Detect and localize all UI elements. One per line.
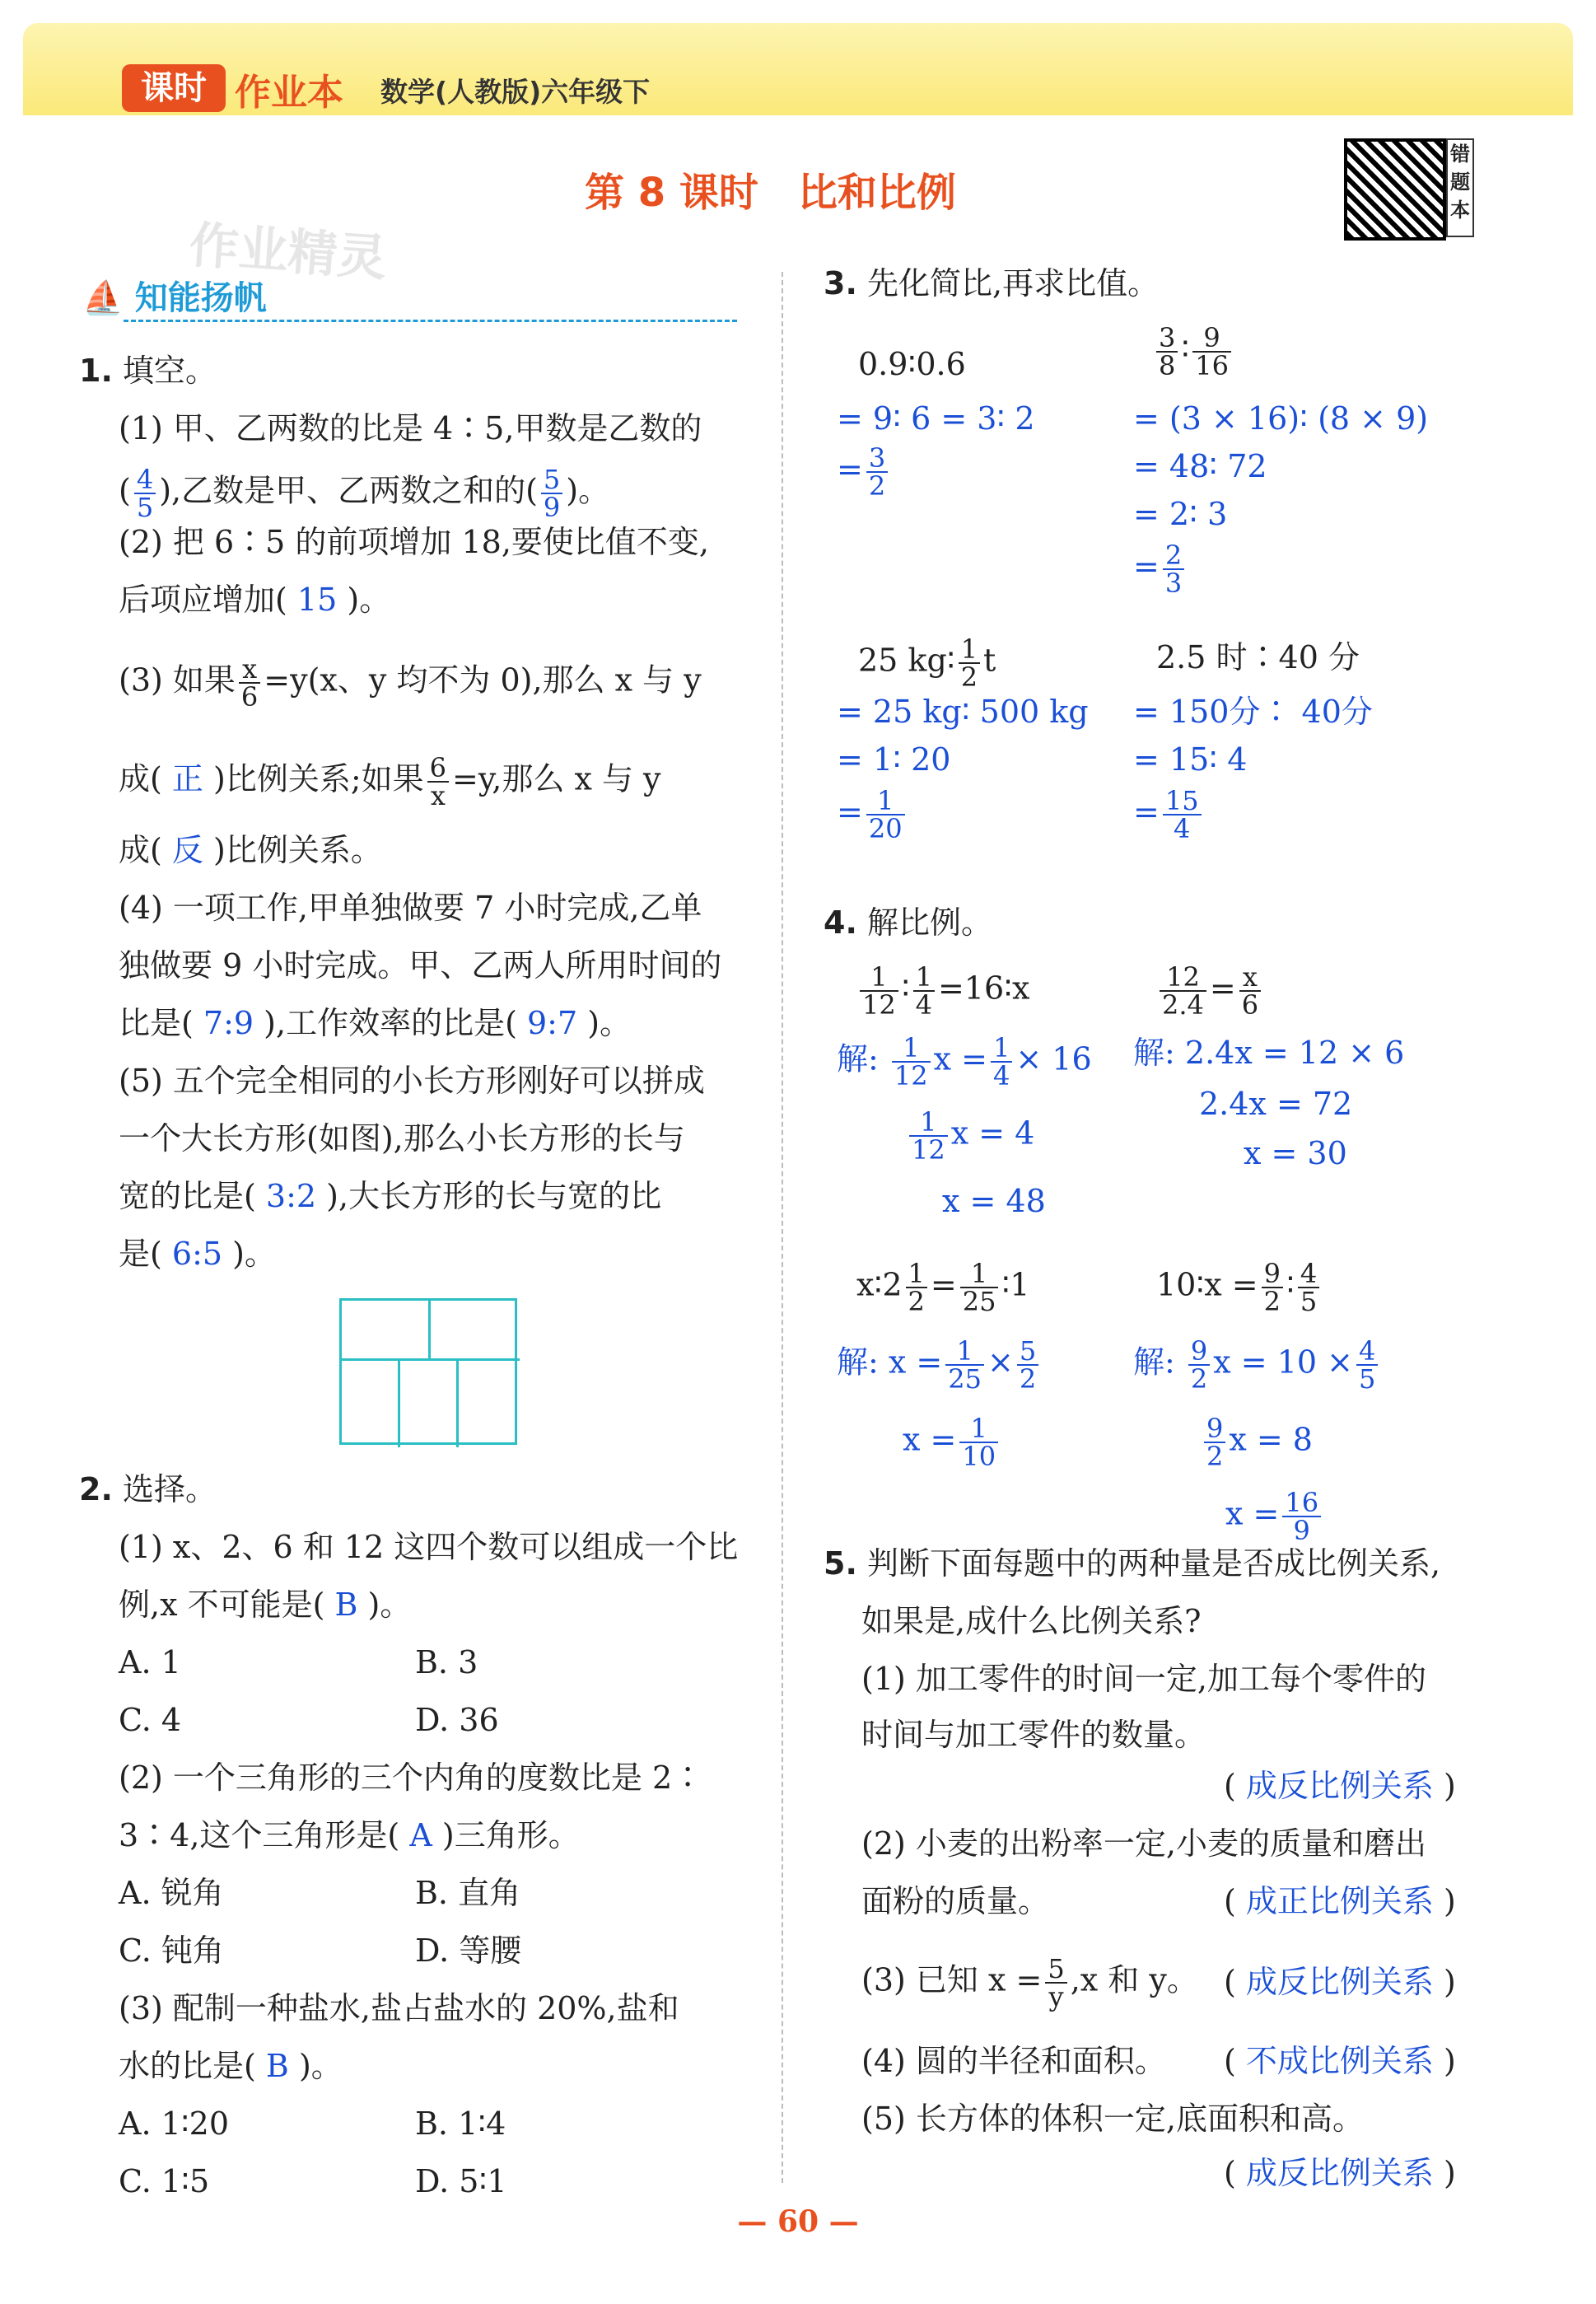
brand-logo: 课时 bbox=[122, 64, 226, 112]
q5-heading: 5. 判断下面每题中的两种量是否成比例关系, bbox=[824, 1545, 1441, 1582]
q2-heading: 2. 选择。 bbox=[79, 1471, 217, 1507]
q5-text: 面粉的质量。 bbox=[861, 1883, 1050, 1919]
q5-answer: ( 不成比例关系 ) bbox=[1224, 2043, 1456, 2079]
q4-step: 解: $\frac{1}{12}$ x = $\frac{1}{4}$ × 16 bbox=[837, 1032, 1092, 1091]
q5-text: (3) 已知 x = $\frac{5}{y}$ ,x 和 y。 bbox=[861, 1953, 1198, 2012]
q4-step: 解: x = $\frac{1}{25}$ × $\frac{5}{2}$ bbox=[837, 1338, 1042, 1392]
q3-step: = 15∶ 4 bbox=[1133, 741, 1248, 778]
q4-step: 解: $\frac{9}{2}$ x = 10 × $\frac{4}{5}$ bbox=[1133, 1338, 1381, 1392]
q4-step: x = $\frac{1}{10}$ bbox=[903, 1415, 1001, 1470]
q3-step: = (3 × 16)∶ (8 × 9) bbox=[1133, 400, 1429, 437]
q5-answer: ( 成反比例关系 ) bbox=[1224, 1768, 1456, 1804]
q2-option: C. 4 bbox=[119, 1702, 182, 1738]
q5-text: (1) 加工零件的时间一定,加工每个零件的 bbox=[861, 1661, 1426, 1697]
q4-problem: $\frac{1}{12}$ ∶ $\frac{1}{4}$ =16∶x bbox=[856, 964, 1029, 1018]
q2-option: D. 36 bbox=[415, 1702, 499, 1738]
q5-answer: ( 成反比例关系 ) bbox=[1224, 1964, 1456, 2000]
q2-option: A. 1∶20 bbox=[119, 2105, 230, 2142]
q4-step: $\frac{9}{2}$ x = 8 bbox=[1201, 1415, 1313, 1470]
q3-step: = $\frac{1}{20}$ bbox=[837, 787, 908, 842]
q3-step: = $\frac{15}{4}$ bbox=[1133, 787, 1205, 842]
subject-label: 数学(人教版)六年级下 bbox=[380, 76, 651, 108]
qr-code-icon[interactable] bbox=[1344, 138, 1446, 241]
column-divider bbox=[782, 272, 783, 2183]
q4-problem: $\frac{12}{2.4}$ = $\frac{x}{6}$ bbox=[1156, 964, 1264, 1018]
q5-text: (4) 圆的半径和面积。 bbox=[861, 2043, 1166, 2079]
q4-step: 解: 2.4x = 12 × 6 bbox=[1133, 1035, 1405, 1071]
q2-text: 3∶4,这个三角形是( A )三角形。 bbox=[119, 1817, 580, 1853]
q4-step: 2.4x = 72 bbox=[1199, 1086, 1353, 1122]
rectangle-figure bbox=[339, 1298, 517, 1445]
q4-problem: 10∶x = $\frac{9}{2}$ ∶ $\frac{4}{5}$ bbox=[1156, 1260, 1323, 1315]
q3-step: = 25 kg∶ 500 kg bbox=[837, 694, 1089, 730]
q5-answer: ( 成正比例关系 ) bbox=[1224, 1883, 1456, 1919]
q3-step: = 9∶ 6 = 3∶ 2 bbox=[837, 400, 1035, 437]
q1-text: (4) 一项工作,甲单独做要 7 小时完成,乙单 bbox=[119, 890, 702, 926]
q3-step: = 150分∶ 40分 bbox=[1133, 694, 1373, 730]
q1-text: 是( 6:5 )。 bbox=[119, 1236, 276, 1272]
q3-problem: 2.5 时∶40 分 bbox=[1156, 639, 1360, 675]
q1-text: 比是( 7:9 ),工作效率的比是( 9:7 )。 bbox=[119, 1005, 632, 1041]
q4-step: x = $\frac{16}{9}$ bbox=[1225, 1489, 1324, 1544]
q3-step: = $\frac{2}{3}$ bbox=[1133, 542, 1188, 596]
q4-heading: 4. 解比例。 bbox=[824, 904, 992, 941]
q3-step: = 48∶ 72 bbox=[1133, 448, 1267, 484]
q5-text: 如果是,成什么比例关系? bbox=[861, 1603, 1202, 1639]
q2-option: B. 3 bbox=[415, 1644, 478, 1680]
q2-text: 例,x 不可能是( B )。 bbox=[119, 1587, 412, 1623]
q5-text: 时间与加工零件的数量。 bbox=[861, 1717, 1206, 1753]
q1-text: (5) 五个完全相同的小长方形刚好可以拼成 bbox=[119, 1063, 705, 1099]
page-number: — 60 — bbox=[737, 2204, 859, 2239]
q4-problem: x∶2 $\frac{1}{2}$ = $\frac{1}{25}$ ∶1 bbox=[856, 1258, 1030, 1317]
q4-step: $\frac{1}{12}$ x = 4 bbox=[906, 1109, 1034, 1163]
q2-text: (3) 配制一种盐水,盐占盐水的 20%,盐和 bbox=[119, 1990, 679, 2026]
q3-step: = 2∶ 3 bbox=[1133, 496, 1228, 532]
sail-icon: ⛵ bbox=[82, 279, 124, 317]
q1-text: ( $\frac{4}{5}$ ),乙数是甲、乙两数之和的( $\frac{5}{9}$ )。 bbox=[119, 464, 610, 523]
q2-text: (1) x、2、6 和 12 这四个数可以组成一个比 bbox=[119, 1529, 739, 1565]
q2-option: C. 钝角 bbox=[119, 1932, 224, 1969]
q2-option: A. 锐角 bbox=[119, 1875, 224, 1911]
q2-option: D. 5∶1 bbox=[415, 2163, 507, 2199]
q3-step: = 1∶ 20 bbox=[837, 741, 951, 778]
qr-label: 错题本 bbox=[1446, 138, 1474, 237]
q5-text: (5) 长方体的体积一定,底面积和高。 bbox=[861, 2101, 1364, 2137]
q1-text: 独做要 9 小时完成。甲、乙两人所用时间的 bbox=[119, 947, 722, 984]
q1-heading: 1. 填空。 bbox=[79, 353, 217, 389]
section-divider bbox=[124, 320, 737, 322]
q1-text: 宽的比是( 3:2 ),大长方形的长与宽的比 bbox=[119, 1178, 662, 1214]
q3-problem: $\frac{3}{8}$ ∶ $\frac{9}{16}$ bbox=[1153, 325, 1234, 379]
q2-option: A. 1 bbox=[119, 1644, 181, 1680]
q2-option: D. 等腰 bbox=[415, 1932, 522, 1969]
q2-option: B. 1∶4 bbox=[415, 2105, 506, 2142]
q3-heading: 3. 先化简比,再求比值。 bbox=[824, 265, 1160, 301]
q3-problem: 0.9∶0.6 bbox=[858, 346, 966, 382]
q4-step: x = 30 bbox=[1244, 1135, 1347, 1171]
q2-option: C. 1∶5 bbox=[119, 2163, 210, 2199]
q4-step: x = 48 bbox=[942, 1183, 1046, 1219]
q5-text: (2) 小麦的出粉率一定,小麦的质量和磨出 bbox=[861, 1825, 1426, 1862]
q1-text: 后项应增加( 15 )。 bbox=[119, 582, 391, 618]
q2-option: B. 直角 bbox=[415, 1875, 521, 1911]
q1-text: (1) 甲、乙两数的比是 4∶5,甲数是乙数的 bbox=[119, 410, 702, 446]
q1-text: 一个大长方形(如图),那么小长方形的长与 bbox=[119, 1120, 685, 1157]
q1-text: 成( 正 )比例关系;如果 $\frac{6}{x}$ =y,那么 x 与 y bbox=[119, 752, 661, 811]
q1-text: 成( 反 )比例关系。 bbox=[119, 832, 382, 868]
page-title: 第 8 课时 比和比例 bbox=[585, 170, 956, 216]
q3-step: = $\frac{3}{2}$ bbox=[837, 445, 891, 499]
q5-answer: ( 成反比例关系 ) bbox=[1224, 2155, 1456, 2191]
q3-problem: 25 kg∶ $\frac{1}{2}$ t bbox=[858, 633, 996, 693]
q1-text: (3) 如果 $\frac{x}{6}$ =y(x、y 均不为 0),那么 x 与 y bbox=[119, 653, 702, 713]
section-heading: ⛵ 知能扬帆 bbox=[82, 279, 267, 317]
q2-text: 水的比是( B )。 bbox=[119, 2048, 343, 2084]
brand-suffix: 作业本 bbox=[235, 72, 343, 114]
q2-text: (2) 一个三角形的三个内角的度数比是 2∶ bbox=[119, 1760, 704, 1796]
q1-text: (2) 把 6∶5 的前项增加 18,要使比值不变, bbox=[119, 524, 710, 560]
watermark: 作业精灵 bbox=[187, 216, 389, 288]
